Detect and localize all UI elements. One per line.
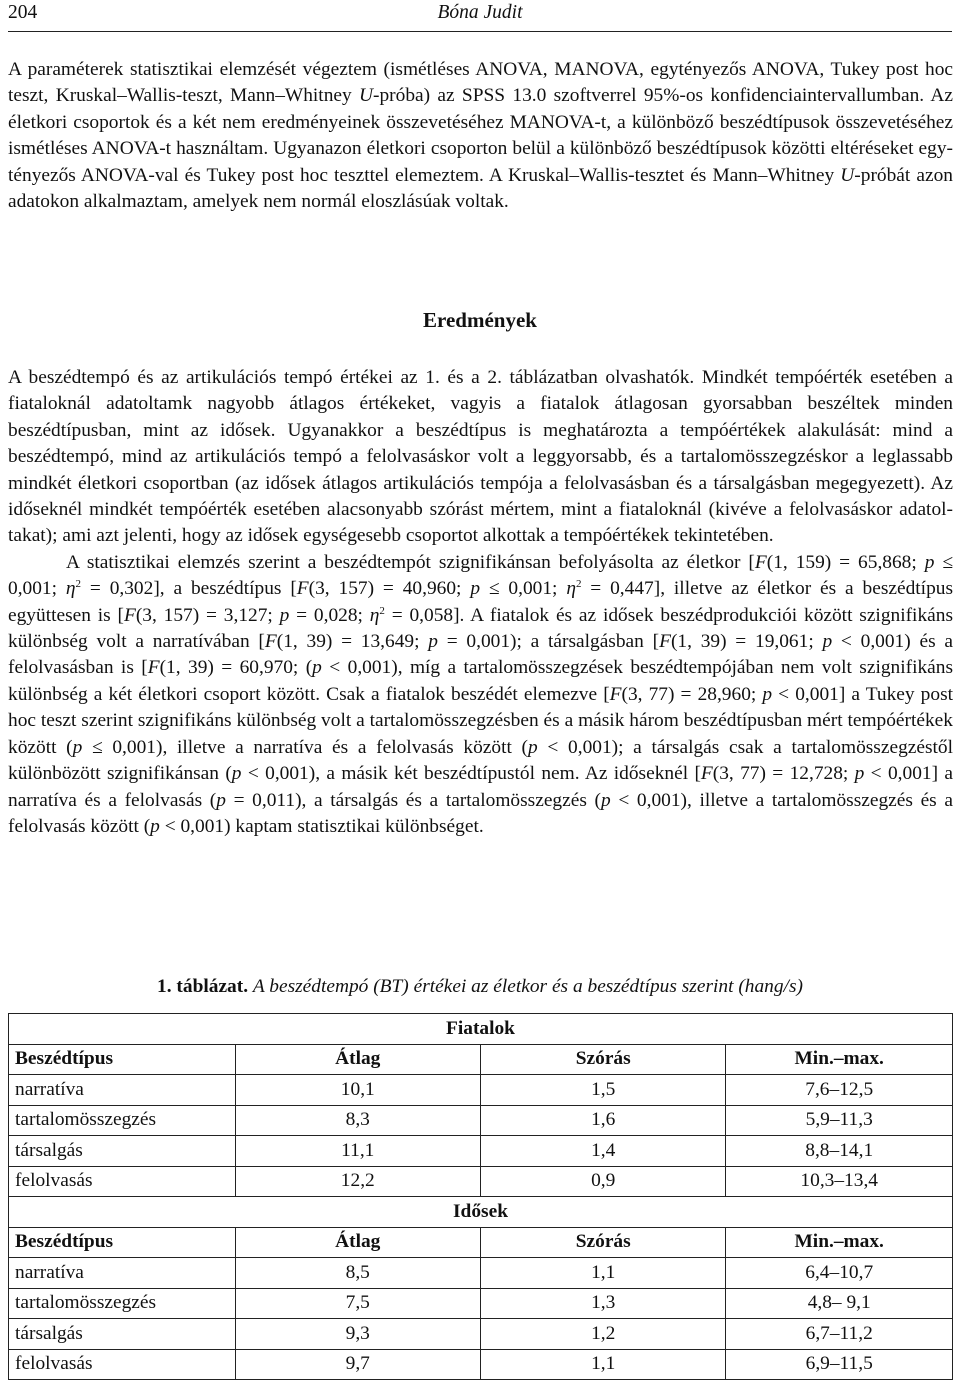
column-header: Beszédtípus — [9, 1044, 236, 1075]
column-header: Beszédtípus — [9, 1227, 236, 1258]
table-cell: felolvasás — [9, 1166, 236, 1197]
table-cell: 1,3 — [480, 1288, 725, 1319]
table-caption — [0, 976, 960, 998]
table-cell: 11,1 — [235, 1136, 480, 1167]
running-header — [8, 0, 952, 32]
table-cell: 1,1 — [480, 1258, 725, 1289]
methods-paragraph: A paraméterek statisztikai elemzését végeztem (ismétléses ANOVA, MANOVA, egytényezős ANOVA, Tukey post hoc teszt, Kruskal–Wallis-teszt, Mann–Whitney U-próba) az SPSS 13.0 szoftverrel 95%-os konfidenciaintervallumban. Az életkori csoportok és a két nem eredményeinek összevetéséhez MANOVA-t, a különböző beszédtípusok összevetéséhez ismétléses ANOVA-t használtam. Ugyanazon életkori csoporton belül a különböző beszédtípusok közötti eltéréseket egytényezős ANOVA-val és Tukey post hoc teszttel elemeztem. A Kruskal–Wallis-tesztet és Mann–Whitney U-próbát azon adatokon alkalmaztam, amelyek nem normál eloszlásúak voltak. — [8, 59, 954, 213]
column-header-row — [9, 1044, 953, 1075]
table-cell: 1,6 — [480, 1105, 725, 1136]
table-cell: 0,9 — [480, 1166, 725, 1197]
table-cell: 1,1 — [480, 1349, 725, 1380]
table-caption-label: 1. táblázat. — [157, 976, 249, 997]
table-row — [9, 1258, 953, 1289]
table-cell: narratíva — [9, 1258, 236, 1289]
column-header: Átlag — [235, 1227, 480, 1258]
table-cell: tartalomösszegzés — [9, 1288, 236, 1319]
column-header: Szórás — [480, 1044, 725, 1075]
table-cell: 1,4 — [480, 1136, 725, 1167]
group-header-row — [9, 1014, 953, 1045]
table-cell: tartalomösszegzés — [9, 1105, 236, 1136]
table-cell: 10,1 — [235, 1075, 480, 1106]
table-cell: társalgás — [9, 1319, 236, 1350]
column-header: Átlag — [235, 1044, 480, 1075]
results-paragraph-1: A beszédtempó és az artikulációs tempó értékei az 1. és a 2. táblázatban olvashatók. Mindkét tempóérték esetében a fiataloknál adatoltamk nagyobb átlagos értékeket, vagyis a fiatalok átlagosan gyorsabban beszéltek minden beszédtípusban, mint az idősek. Ugyanakkor a beszédtípus is meghatározta a tempóértékek alakulását: mind a beszédtempó, mind az artikulációs tempó a felolvasáskor volt a leggyorsabb, és a tartalomösszegzéskor a leglassabb mindkét életkori csoportban (az idősek átlagos artikulációs tempója a felolvasásban és a társalgásban megegyezett). Az időseknél mindkét tempóérték esetében alacsonyabb szórást mértem, mint a fiataloknál (kivéve a felolvasáskor adatoltakat); ami azt jelenti, hogy az idősek egységesebb csoportot alkottak a tempóértékek tekintetében. — [8, 367, 953, 547]
table-cell: 8,8–14,1 — [726, 1136, 953, 1167]
table-cell: felolvasás — [9, 1349, 236, 1380]
table-row — [9, 1136, 953, 1167]
methods-section — [8, 57, 953, 215]
table-cell: 7,6–12,5 — [726, 1075, 953, 1106]
results-paragraph-2: A statisztikai elemzés szerint a beszédtempót szignifikánsan befolyásolta az életkor [F(1, 159) = 65,868; p ≤ 0,001; $\eta^2 = 0,302$], a beszédtípus [F(3, 157) = 40,960; p ≤ 0,001; $\eta^2 = 0,447$], illetve az életkor és a beszédtípus együttesen is [F(3, 157) = 3,127; p = 0,028; $\eta^2 = 0,058$]. A fiatalok és az idősek beszédprodukciói között szignifikáns különbség volt a narratívában [F(1, 39) = 13,649; p = 0,001); a társalgásban [F(1, 39) = 19,061; p < 0,001) és a felolvasásban is [F(1, 39) = 60,970; (p < 0,001), míg a tartalomösszegzések beszédtempójában nem volt szignifikáns különbség a két életkori csoport között. Csak a fiatalok beszédét elemezve [F(3, 77) = 28,960; p < 0,001] a Tukey post hoc teszt szerint szignifikáns különbség volt a tartalomösszegzésben és a másik három beszédtípusban mért tempóértékek között (p ≤ 0,001), illetve a narratíva és a felolvasás között (p < 0,001); a társalgás csak a tartalomösszegzéstől különbözött szignifikánsan (p < 0,001), a másik két beszédtípustól nem. Az időseknél [F(3, 77) = 12,728; p < 0,001] a narratíva és a felolvasás (p = 0,011), a társalgás és a tartalomösszegzés (p < 0,001), illetve a tartalomösszegzés és a felolvasás között (p < 0,001) kaptam statisztikai különbséget. — [8, 551, 954, 837]
section-title: Eredmények — [423, 308, 537, 332]
table-row — [9, 1075, 953, 1106]
table-cell: 6,9–11,5 — [726, 1349, 953, 1380]
table-row — [9, 1349, 953, 1380]
group-header-row — [9, 1197, 953, 1228]
table-cell: 5,9–11,3 — [726, 1105, 953, 1136]
table-cell: 9,7 — [235, 1349, 480, 1380]
table-cell: 7,5 — [235, 1288, 480, 1319]
table-cell: 1,5 — [480, 1075, 725, 1106]
speech-rate-table — [8, 1013, 953, 1380]
results-section — [8, 365, 953, 840]
table-cell: narratíva — [9, 1075, 236, 1106]
table-cell: 10,3–13,4 — [726, 1166, 953, 1197]
column-header: Min.–max. — [726, 1227, 953, 1258]
running-head-author: Bóna Judit — [437, 2, 523, 23]
group-name: Idősek — [9, 1197, 953, 1228]
column-header-row — [9, 1227, 953, 1258]
table-cell: 12,2 — [235, 1166, 480, 1197]
group-name: Fiatalok — [9, 1014, 953, 1045]
table-cell: 6,7–11,2 — [726, 1319, 953, 1350]
column-header: Szórás — [480, 1227, 725, 1258]
table-cell: 4,8– 9,1 — [726, 1288, 953, 1319]
page-number: 204 — [8, 2, 38, 23]
table-row — [9, 1105, 953, 1136]
table-caption-title: A beszédtempó (BT) értékei az életkor és a beszédtípus szerint (hang/s) — [252, 976, 803, 997]
table-row — [9, 1288, 953, 1319]
table-cell: 8,5 — [235, 1258, 480, 1289]
column-header: Min.–max. — [726, 1044, 953, 1075]
table-cell: 6,4–10,7 — [726, 1258, 953, 1289]
table-row — [9, 1319, 953, 1350]
table-cell: társalgás — [9, 1136, 236, 1167]
table-cell: 1,2 — [480, 1319, 725, 1350]
table-cell: 8,3 — [235, 1105, 480, 1136]
table-cell: 9,3 — [235, 1319, 480, 1350]
table-row — [9, 1166, 953, 1197]
